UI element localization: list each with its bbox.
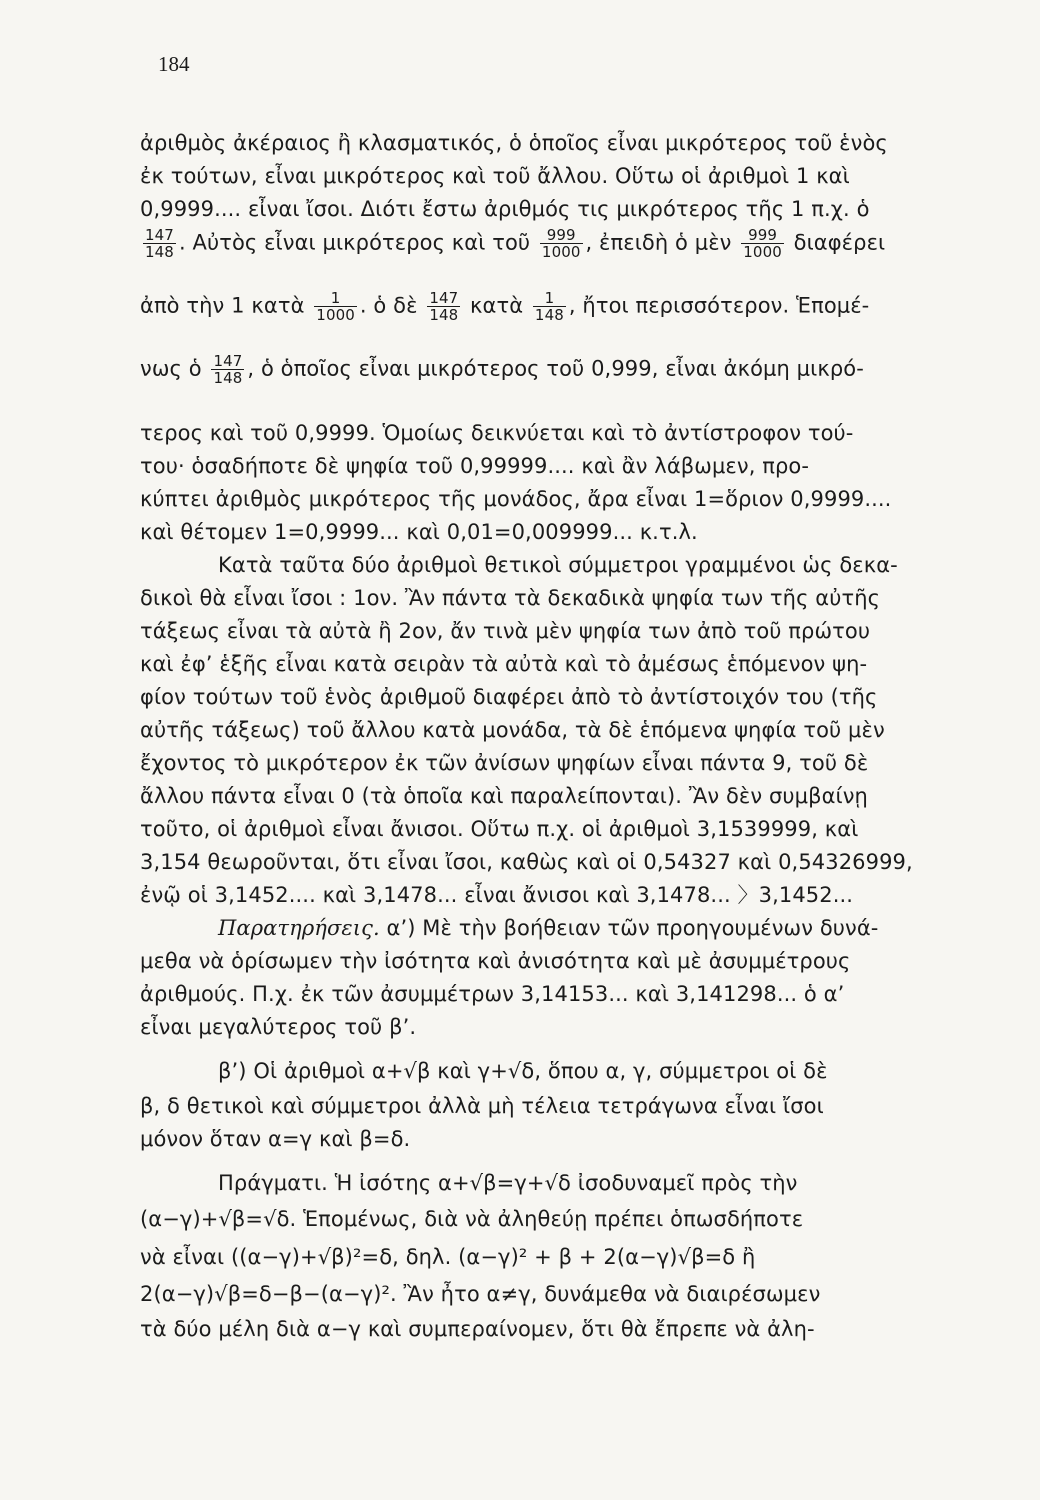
text-line: τοῦτο, οἱ ἀριθμοὶ εἶναι ἄνισοι. Οὕτω π.χ. οἱ ἀριθμοὶ 3,1539999, καὶ — [140, 817, 859, 841]
fraction-line-1: $\frac{147}{148}$ . Αὐτὸς εἶναι μικρότερος καὶ τοῦ $\frac{999}{1000}$ , ἐπειδὴ ὁ μὲν $\frac{999}{1000}$ διαφέρει — [145, 226, 886, 261]
remarks-line: Παρατηρήσεις. α’) Μὲ τὴν βοήθειαν τῶν προηγουμένων δυνά- — [218, 916, 879, 940]
text-line: φίον τούτων τοῦ ἑνὸς ἀριθμοῦ διαφέρει ἀπὸ τὸ ἀντίστοιχόν του (τῆς — [140, 685, 878, 709]
text-line: καὶ θέτομεν 1=0,9999... καὶ 0,01=0,009999... κ.τ.λ. — [140, 520, 698, 544]
fraction: $\frac{1}{1000}$ — [316, 289, 355, 324]
text-line: ἐνῷ οἱ 3,1452.... καὶ 3,1478... εἶναι ἄνισοι καὶ 3,1478... 〉3,1452... — [140, 883, 854, 907]
fraction-line-2: ἀπὸ τὴν 1 κατὰ $\frac{1}{1000}$ . ὁ δὲ $\frac{147}{148}$ κατὰ $\frac{1}{148}$ , ἤτοι περισσότερον. Ἑπομέ- — [140, 289, 870, 324]
remarks-label: Παρατηρήσεις. — [218, 916, 380, 940]
text-line: ἀριθμὸς ἀκέραιος ἢ κλασματικός, ὁ ὁποῖος εἶναι μικρότερος τοῦ ἑνὸς — [140, 131, 888, 155]
text-line: Πράγματι. Ἡ ἰσότης α+√β=γ+√δ ἰσοδυναμεῖ πρὸς τὴν — [218, 1171, 798, 1195]
text-line: 2(α−γ)√β=δ−β−(α−γ)². Ἂν ἦτο α≠γ, δυνάμεθα νὰ διαιρέσωμεν — [140, 1282, 821, 1306]
fraction-line-3: νως ὁ $\frac{147}{148}$ , ὁ ὁποῖος εἶναι μικρότερος τοῦ 0,999, εἶναι ἀκόμη μικρό- — [140, 352, 864, 387]
text-line: Κατὰ ταῦτα δύο ἀριθμοὶ θετικοὶ σύμμετροι γραμμένοι ὡς δεκα- — [218, 553, 898, 577]
text-line: 3,154 θεωροῦνται, ὅτι εἶναι ἴσοι, καθὼς καὶ οἱ 0,54327 καὶ 0,54326999, — [140, 850, 913, 874]
text-line: του· ὁσαδήποτε δὲ ψηφία τοῦ 0,99999.... καὶ ἂν λάβωμεν, προ- — [140, 454, 810, 478]
page-number: 184 — [158, 52, 190, 76]
text-line: νὰ εἶναι ((α−γ)+√β)²=δ, δηλ. (α−γ)² + β + 2(α−γ)√β=δ ἢ — [140, 1245, 756, 1269]
fraction: $\frac{147}{148}$ — [429, 289, 459, 324]
text-line: ἀριθμούς. Π.χ. ἐκ τῶν ἀσυμμέτρων 3,14153... καὶ 3,141298... ὁ α’ — [140, 982, 845, 1006]
text-line: μόνον ὅταν α=γ καὶ β=δ. — [140, 1127, 411, 1151]
text-line: τάξεως εἶναι τὰ αὐτὰ ἢ 2ον, ἄν τινὰ μὲν ψηφία των ἀπὸ τοῦ πρώτου — [140, 619, 871, 643]
fraction: $\frac{1}{148}$ — [534, 289, 564, 324]
text-line: τὰ δύο μέλη διὰ α−γ καὶ συμπεραίνομεν, ὅτι θὰ ἔπρεπε νὰ ἀλη- — [140, 1317, 815, 1341]
text-line: δικοὶ θὰ εἶναι ἴσοι : 1ον. Ἂν πάντα τὰ δεκαδικὰ ψηφία των τῆς αὐτῆς — [140, 586, 881, 610]
text-line: β’) Οἱ ἀριθμοὶ α+√β καὶ γ+√δ, ὅπου α, γ, σύμμετροι οἱ δὲ — [218, 1059, 828, 1083]
text-line: 0,9999.... εἶναι ἴσοι. Διότι ἔστω ἀριθμός τις μικρότερος τῆς 1 π.χ. ὁ — [140, 197, 870, 221]
text-line: (α−γ)+√β=√δ. Ἑπομένως, διὰ νὰ ἀληθεύῃ πρέπει ὁπωσδήποτε — [140, 1207, 804, 1231]
fraction: $\frac{147}{148}$ — [145, 226, 174, 261]
fraction: $\frac{147}{148}$ — [213, 352, 243, 387]
text-line: καὶ ἐφ’ ἑξῆς εἶναι κατὰ σειρὰν τὰ αὐτὰ καὶ τὸ ἀμέσως ἑπόμενον ψη- — [140, 652, 868, 676]
text-line: ἄλλου πάντα εἶναι 0 (τὰ ὁποῖα καὶ παραλείπονται). Ἂν δὲν συμβαίνῃ — [140, 784, 868, 808]
fraction: $\frac{999}{1000}$ — [541, 226, 581, 261]
text-line: μεθα νὰ ὁρίσωμεν τὴν ἰσότητα καὶ ἀνισότητα καὶ μὲ ἀσυμμέτρους — [140, 949, 851, 973]
text-line: αὐτῆς τάξεως) τοῦ ἄλλου κατὰ μονάδα, τὰ δὲ ἑπόμενα ψηφία τοῦ μὲν — [140, 718, 885, 742]
text-line: εἶναι μεγαλύτερος τοῦ β’. — [140, 1015, 417, 1039]
text-line: β, δ θετικοὶ καὶ σύμμετροι ἀλλὰ μὴ τέλεια τετράγωνα εἶναι ἴσοι — [140, 1094, 824, 1118]
fraction: $\frac{999}{1000}$ — [743, 226, 782, 261]
text-line: ἐκ τούτων, εἶναι μικρότερος καὶ τοῦ ἄλλου. Οὕτω οἱ ἀριθμοὶ 1 καὶ — [140, 164, 850, 188]
text-line: κύπτει ἀριθμὸς μικρότερος τῆς μονάδος, ἄρα εἶναι 1=ὅριον 0,9999.... — [140, 487, 892, 511]
text-line: ἔχοντος τὸ μικρότερον ἐκ τῶν ἀνίσων ψηφίων εἶναι πάντα 9, τοῦ δὲ — [140, 751, 869, 775]
text-line: τερος καὶ τοῦ 0,9999. Ὁμοίως δεικνύεται καὶ τὸ ἀντίστροφον τού- — [140, 421, 854, 445]
